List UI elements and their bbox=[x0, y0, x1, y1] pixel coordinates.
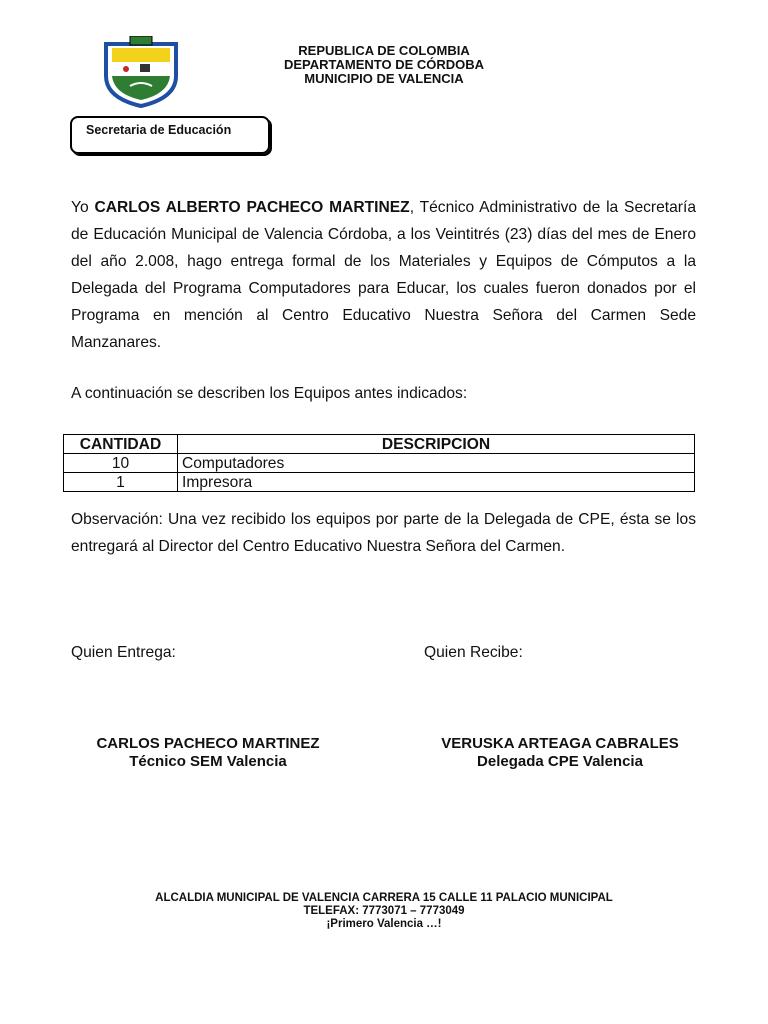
deliverer-title: Técnico SEM Valencia bbox=[129, 753, 287, 770]
header-country: REPUBLICA DE COLOMBIA bbox=[298, 43, 470, 58]
receiver-name: VERUSKA ARTEAGA CABRALES bbox=[441, 735, 679, 752]
secretaria-label-box bbox=[70, 116, 270, 154]
document-footer bbox=[84, 892, 684, 931]
header-description: DESCRIPCION bbox=[178, 435, 695, 454]
receiver-signature-block bbox=[410, 735, 710, 771]
document-header bbox=[210, 44, 558, 86]
table-row bbox=[64, 454, 695, 473]
main-paragraph bbox=[71, 194, 696, 356]
paragraph-body: , Técnico Administrativo de la Secretaría de Educación Municipal de Valencia Córdoba, a los Veintitrés (23) días del mes de Enero del año 2.008, hago entrega formal de los Materiales y Equipos de Cómputos a la Delegada del Programa Computadores para Educar, los cuales fueron donados por el Programa en mención al Centro Educativo Nuestra Señora del Carmen Sede Manzanares. bbox=[71, 199, 696, 351]
footer-motto: ¡Primero Valencia …! bbox=[326, 918, 442, 930]
row-description: Computadores bbox=[178, 454, 695, 473]
municipal-coat-of-arms-icon bbox=[100, 36, 182, 108]
paragraph-name: CARLOS ALBERTO PACHECO MARTINEZ bbox=[94, 199, 410, 216]
receiver-title: Delegada CPE Valencia bbox=[477, 753, 643, 770]
equipment-table bbox=[63, 434, 695, 492]
footer-phone: TELEFAX: 7773071 – 7773049 bbox=[303, 905, 465, 917]
observation-note: Observación: Una vez recibido los equipos por parte de la Delegada de CPE, ésta se los entregará al Director del Centro Educativo Nuestra Señora del Carmen. bbox=[71, 511, 696, 555]
deliverer-label: Quien Entrega: bbox=[71, 644, 176, 661]
receiver-label: Quien Recibe: bbox=[424, 644, 523, 661]
table-row bbox=[64, 473, 695, 492]
row-description: Impresora bbox=[178, 473, 695, 492]
deliverer-signature-block bbox=[58, 735, 358, 771]
table-header-row bbox=[64, 435, 695, 454]
secretaria-label: Secretaria de Educación bbox=[86, 123, 232, 137]
footer-address: ALCALDIA MUNICIPAL DE VALENCIA CARRERA 15 CALLE 11 PALACIO MUNICIPAL bbox=[155, 892, 613, 904]
header-municipality: MUNICIPIO DE VALENCIA bbox=[304, 71, 464, 86]
row-quantity: 1 bbox=[64, 473, 178, 492]
paragraph-prefix: Yo bbox=[71, 199, 95, 216]
header-quantity: CANTIDAD bbox=[64, 435, 178, 454]
header-department: DEPARTAMENTO DE CÓRDOBA bbox=[283, 57, 485, 72]
deliverer-name: CARLOS PACHECO MARTINEZ bbox=[96, 735, 320, 752]
equipment-intro: A continuación se describen los Equipos antes indicados: bbox=[71, 385, 468, 402]
row-quantity: 10 bbox=[64, 454, 178, 473]
